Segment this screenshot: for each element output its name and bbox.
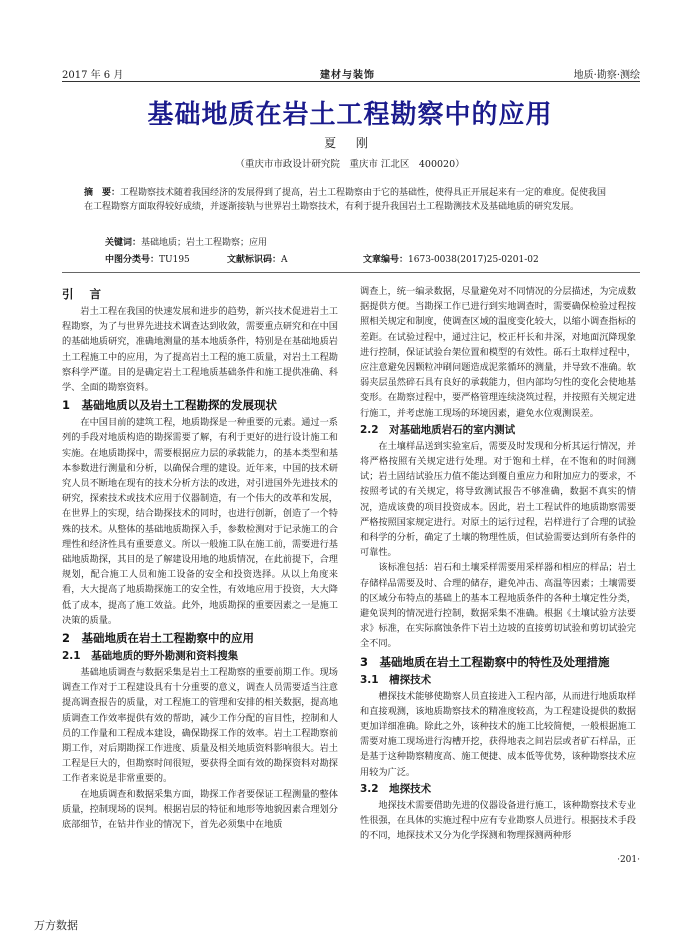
section-heading: 3 基础地质在岩土工程勘察中的特性及处理措施: [360, 654, 610, 669]
abstract-text: 工程勘察技术随着我国经济的发展得到了提高，岩土工程勘察由于它的基础性，使得具正开展起来有一定的难度。促使我国在工程勘察方面取得较好成绩，并逐渐接轨与世界岩土勘察技术，有利于提升我国岩土工程勘测技术及基础地质的研究发展。: [84, 188, 607, 212]
paragraph: 调查上，统一编录数据，尽量避免对不同情况的分层描述，为完成数据提供方便。当勘探工作已进行到实地调查时，需要确保检验过程按照相关规定和制度，使调查区域的温度变化较大，以缩小调查指标的差距。在试验过程中，通过注记，校正杆长和井深，对地面沉降现象进行控制，保证试验台架位置和模型的有效性。砾石土取样过程中，应注意避免因颗粒冲刷问题造成泥浆循环的测量，并导致不准确。软弱夹层虽然碎石具有良好的承载能力，但内部均匀性的变化会使地基变形。在勘察过程中，要严格管理连续浇筑过程，并按照有关规定进行施工，并考虑施工现场的环境因素，避免水位观测误差。: [360, 286, 636, 419]
page-number: ·201·: [617, 855, 640, 865]
abstract: [84, 186, 612, 214]
subsection-heading: 2.1 基础地质的野外勘测和资料搜集: [62, 650, 239, 663]
paragraph: 地探技术需要借助先进的仪器设备进行施工，该种勘察技术专业性很强，在具体的实施过程中应有专业勘察人员进行。根据技术手段的不同，地探技术又分为化学探测和物理探测两种形: [360, 799, 636, 842]
doc-code: [227, 252, 288, 265]
article-number: [363, 252, 539, 265]
article-label: 文章编号：: [363, 255, 409, 265]
paragraph: 在土壤样品送到实验室后，需要及时发现和分析其运行情况，并将严格按照有关规定进行处理。对于饱和土样，在不饱和的时间测试；岩土固结试验压力值不能达到覆自重应力和附加应力的要求，不按照考试的有关规定，将导致测试报告不够准确，数据不真实的情况，造成该费的项目投资成本。因此，岩土工程试件的地质勘察需要严格按照国家规定进行。对原土的运行过程，岩样进行了合理的试验和科学的分析，确定了土壤的物理性质，但试验需要达到所有条件的可靠性。: [360, 440, 636, 559]
paragraph: 在地质调查和数据采集方面，勘探工作者要保证工程测量的整体质量，控制现场的误判。根据岩层的特征和地形等地貌因素合理划分底部细节，在钻井作业的情况下，首先必须集中在地质: [62, 788, 338, 831]
meta-rule: [62, 272, 640, 273]
footer-watermark: 万方数据: [34, 919, 78, 932]
article-title: 基础地质在岩土工程勘察中的应用: [147, 100, 553, 130]
header-rule: [62, 81, 640, 82]
subsection-heading: 3.2 地探技术: [360, 782, 432, 795]
section-heading: 2 基础地质在岩土工程勘察中的应用: [62, 631, 254, 646]
subsection-heading: 2.2 对基础地质岩石的室内测试: [360, 423, 516, 436]
running-header: [62, 66, 640, 82]
section-heading: 1 基础地质以及岩土工程勘探的发展现状: [62, 398, 277, 413]
abstract-label: 摘 要：: [84, 188, 121, 198]
keywords-text: 基础地质；岩土工程勘察；应用: [141, 238, 268, 248]
author: 夏 刚: [324, 136, 376, 150]
intro-heading: 引 言: [62, 287, 108, 301]
affiliation: （重庆市市政设计研究院 重庆市 江北区 400020）: [235, 159, 465, 170]
header-date: 2017 年 6 月: [62, 70, 124, 81]
journal-name: 建材与装饰: [320, 70, 375, 81]
right-column: [360, 284, 636, 844]
paragraph: 基础地质调查与数据采集是岩土工程勘察的重要前期工作。现场调查工作对于工程建设具有十分重要的意义，调查人员需要适当注意提高调查报告的质量，对工程施工的管理和安排的相关数据，提高地质调查工作效率提供有效的帮助，减少工作分配的盲目性，控制和人员的工作量和工程成本建设，确保勘探工作的效率。岩土工程勘察前期工作，对后期勘探工作进度、质量及相关地质资料影响很大。岩土工程是巨大的，但勘察时间很短，要获得全面有效的勘探资料对勘探工作者来说是非常重要的。: [62, 667, 338, 785]
paragraph: 岩土工程在我国的快速发展和进步的趋势，新兴技术促进岩土工程勘察，为了与世界先进技术调查达到收敛，需要重点研究和在中国的基础地质研究，准确地测量的基本地质条件，特别是在基础地质岩土工程施工中的应用，为了提高岩土工程的施工质量，对岩土工程勘察科学严谨。目的是确定岩土工程地质基础条件和施工提供准确、科学、全面的勘察资料。: [62, 306, 338, 394]
left-column: [62, 284, 338, 832]
paragraph: 该标准包括：岩石和土壤采样需要用采样器和相应的样品；岩土存储样品需要及时、合理的储存，避免冲击、高温等因素；土壤需要的区域分布特点的基础上的基本工程地质条件的各种土壤定性分类，避免误判的情况进行控制，数据采集不准确。根据《土壤试验方法要求》标准，在实际腐蚀条件下岩土边坡的直接剪切试验和剪切试验完全不同。: [360, 562, 636, 650]
doc-label: 文献标识码：: [227, 255, 282, 265]
paragraph: 槽探技术能够使勘察人员直接进入工程内部，从而进行地质取样和直接观测，该地质勘察技术的精准度较高，为工程建设提供的数据更加详细准确。除此之外，该种技术的施工比较简便，一般根据施工需要对施工现场进行沟槽开挖，获得地表之间岩层或者矿石样品，正是基于这种勘察精度高、施工便捷、成本低等优势，该种勘察技术应用较为广泛。: [360, 690, 636, 778]
keywords-label: 关键词：: [105, 238, 142, 248]
doc-value: A: [281, 255, 288, 265]
clc-code: [105, 252, 190, 265]
clc-label: 中图分类号：: [105, 255, 160, 265]
article-value: 1673-0038(2017)25-0201-02: [408, 255, 539, 265]
header-section: 地质·勘察·测绘: [573, 70, 640, 81]
keywords: [105, 235, 267, 248]
clc-value: TU195: [159, 255, 190, 265]
subsection-heading: 3.1 槽探技术: [360, 673, 432, 686]
paragraph: 在中国目前的建筑工程，地质勘探是一种重要的元素。通过一系列的手段对地质构造的勘探需要了解，有利于更好的进行设计施工和实施。在地质勘探中，需要根据应力层的承载能力，的基本类型和基本参数进行测量和分析，以确保合理的建设。近年来，中国的技术研究人员不断地在现有的技术分析方法的改进，对引进国外先进技术的研究，探索技术或技术应用于仪器制造，有一个伟大的改革和发展，在世界上的实现，结合勘探技术的同时，也进行创新，创造了一个特殊的技术。从整体的基础地质勘探入手，参数检测对于记录施工的合理性和经济性具有重要意义。所以一般施工队在施工前，需要进行基础地质勘探，其目的是了解建设用地的地质情况，在此前提下，合理规划，配合施工人员和施工设备的安全和投资选择。从以上角度来看，大大提高了地质勘探施工的安全性，有效地应用于投资，大大降低了成本，提高了施工效益。此外，地质勘探的重要因素之一是施工决策的质量。: [62, 417, 338, 626]
